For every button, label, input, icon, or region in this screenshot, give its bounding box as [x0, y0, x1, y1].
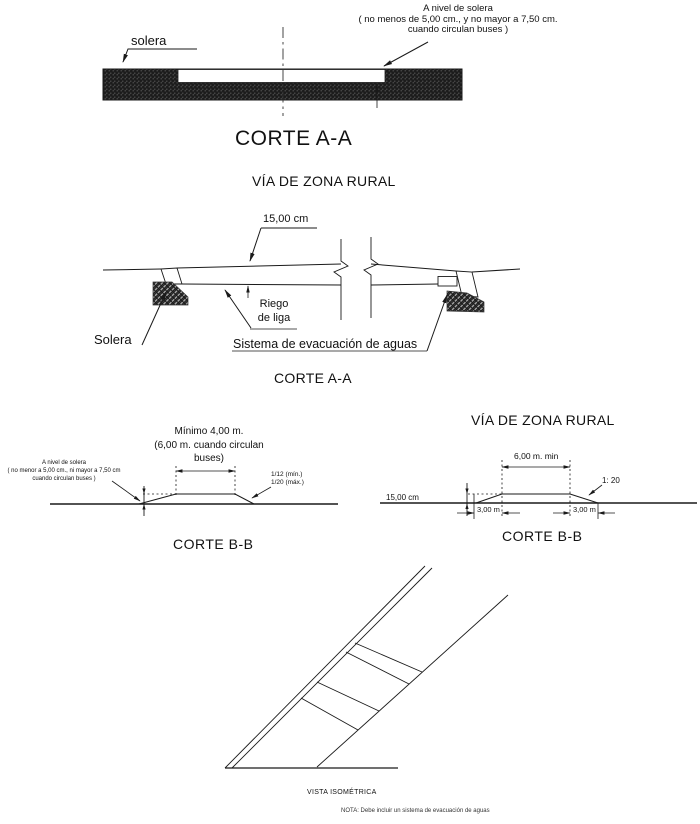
isometric-view-lines	[225, 566, 508, 768]
isometric-note: NOTA: Debe incluir un sistema de evacuación de aguas	[341, 808, 490, 814]
isometric-title: VISTA ISOMÉTRICA	[307, 789, 377, 796]
profile-drainage-label: Sistema de evacuación de aguas	[233, 337, 418, 351]
bb-right-slope-ratio: 1: 20	[602, 476, 620, 485]
bb-left-annotation-line2: ( no menor a 5,00 cm., ni mayor a 7,50 cm	[7, 468, 121, 474]
bb-left-slope-dim	[271, 471, 304, 487]
bb-right-height-dim: 15,00 cm	[386, 493, 419, 502]
corte-aa-profile-lines	[103, 228, 520, 351]
bb-right-right-slope-dim: 3,00 m	[573, 505, 596, 514]
profile-section-title: CORTE A-A	[274, 370, 352, 386]
bb-left-width-dim	[139, 425, 279, 466]
bb-right-width-dim: 6,00 m. min	[514, 451, 559, 461]
bb-left-width-line1: Mínimo 4,00 m.	[174, 426, 244, 437]
bb-left-annotation-line3: cuando circulan buses )	[32, 476, 96, 482]
plan-annotation-line3: cuando circulan buses )	[407, 24, 509, 35]
bb-left-annotation-line1: A nivel de solera	[41, 460, 87, 466]
plan-section-title: CORTE A-A	[235, 127, 353, 150]
profile-solera-label: Solera	[94, 332, 132, 347]
bb-left-slope-line1: 1/12 (mín.)	[271, 471, 303, 478]
bb-left-width-line2: (6,00 m. cuando circulan buses)	[154, 439, 264, 464]
riego-line2: de liga	[257, 312, 291, 324]
plan-level-annotation	[348, 4, 568, 36]
riego-line1: Riego	[259, 298, 289, 310]
bb-left-level-annotation	[0, 459, 128, 483]
plan-solera-label: solera	[131, 33, 167, 48]
bb-left-slope-line2: 1/20 (máx.)	[271, 479, 304, 486]
bb-right-heading: VÍA DE ZONA RURAL	[471, 412, 615, 428]
profile-riego-label	[248, 297, 300, 325]
corte-bb-right-lines	[380, 460, 697, 519]
bb-left-section-title: CORTE B-B	[173, 536, 254, 552]
profile-thickness-dim: 15,00 cm	[263, 213, 309, 225]
profile-heading: VÍA DE ZONA RURAL	[252, 173, 396, 189]
bb-right-section-title: CORTE B-B	[502, 528, 583, 544]
plan-annotation-line1: A nivel de solera	[423, 3, 493, 14]
bb-right-left-slope-dim: 3,00 m	[477, 505, 500, 514]
plan-annotation-line2: ( no menos de 5,00 cm., y no mayor a 7,50 cm.	[358, 13, 558, 25]
